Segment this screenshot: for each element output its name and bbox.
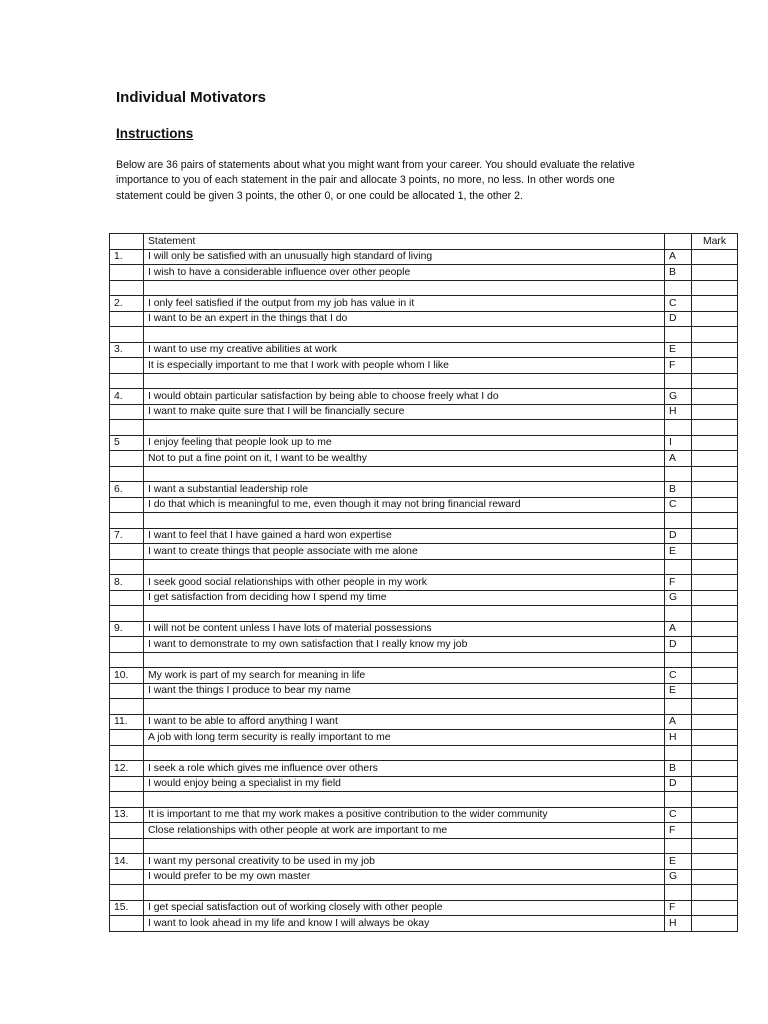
spacer-cell xyxy=(144,280,665,296)
statement-row xyxy=(110,869,738,885)
header-statement-cell: Statement xyxy=(144,234,665,250)
spacer-cell xyxy=(110,699,144,715)
statement-row xyxy=(110,435,738,451)
mark-input-cell[interactable] xyxy=(692,311,738,327)
motivator-letter-cell: I xyxy=(665,435,692,451)
mark-input-cell[interactable] xyxy=(692,637,738,653)
statement-text-cell: I enjoy feeling that people look up to me xyxy=(144,435,665,451)
spacer-row xyxy=(110,606,738,622)
spacer-cell xyxy=(144,885,665,901)
pair-number-cell: 1. xyxy=(110,249,144,265)
spacer-cell xyxy=(110,559,144,575)
statement-row xyxy=(110,544,738,560)
pair-number-cell: 3. xyxy=(110,342,144,358)
statement-row xyxy=(110,528,738,544)
motivator-letter-cell: F xyxy=(665,823,692,839)
page-title: Individual Motivators xyxy=(116,89,267,106)
spacer-cell xyxy=(692,652,738,668)
spacer-cell xyxy=(665,792,692,808)
mark-input-cell[interactable] xyxy=(692,404,738,420)
mark-input-cell[interactable] xyxy=(692,900,738,916)
statement-row xyxy=(110,637,738,653)
mark-input-cell[interactable] xyxy=(692,621,738,637)
spacer-cell xyxy=(144,606,665,622)
mark-input-cell[interactable] xyxy=(692,575,738,591)
pair-number-cell xyxy=(110,358,144,374)
motivator-letter-cell: B xyxy=(665,482,692,498)
pair-number-cell xyxy=(110,404,144,420)
spacer-cell xyxy=(110,745,144,761)
motivator-letter-cell: G xyxy=(665,590,692,606)
statement-row xyxy=(110,668,738,684)
spacer-cell xyxy=(692,606,738,622)
motivator-letter-cell: B xyxy=(665,761,692,777)
statement-text-cell: I do that which is meaningful to me, even though it may not bring financial reward xyxy=(144,497,665,513)
mark-input-cell[interactable] xyxy=(692,730,738,746)
statement-row xyxy=(110,296,738,312)
statement-row xyxy=(110,823,738,839)
spacer-row xyxy=(110,420,738,436)
statement-row xyxy=(110,590,738,606)
spacer-cell xyxy=(110,420,144,436)
statement-text-cell: Not to put a fine point on it, I want to be wealthy xyxy=(144,451,665,467)
statement-text-cell: I want to look ahead in my life and know I will always be okay xyxy=(144,916,665,932)
spacer-row xyxy=(110,885,738,901)
mark-input-cell[interactable] xyxy=(692,265,738,281)
statement-text-cell: I want to make quite sure that I will be financially secure xyxy=(144,404,665,420)
header-letter-cell xyxy=(665,234,692,250)
spacer-cell xyxy=(665,652,692,668)
spacer-row xyxy=(110,466,738,482)
motivator-letter-cell: D xyxy=(665,776,692,792)
mark-input-cell[interactable] xyxy=(692,342,738,358)
spacer-cell xyxy=(665,373,692,389)
mark-input-cell[interactable] xyxy=(692,296,738,312)
statement-text-cell: I only feel satisfied if the output from my job has value in it xyxy=(144,296,665,312)
motivator-letter-cell: F xyxy=(665,358,692,374)
mark-input-cell[interactable] xyxy=(692,683,738,699)
statement-text-cell: I seek good social relationships with other people in my work xyxy=(144,575,665,591)
pair-number-cell xyxy=(110,451,144,467)
header-mark-cell: Mark xyxy=(692,234,738,250)
pair-number-cell xyxy=(110,265,144,281)
spacer-cell xyxy=(665,745,692,761)
spacer-row xyxy=(110,280,738,296)
mark-input-cell[interactable] xyxy=(692,389,738,405)
statement-row xyxy=(110,404,738,420)
pair-number-cell: 4. xyxy=(110,389,144,405)
spacer-cell xyxy=(110,327,144,343)
spacer-cell xyxy=(665,513,692,529)
spacer-cell xyxy=(144,466,665,482)
spacer-row xyxy=(110,838,738,854)
pair-number-cell xyxy=(110,544,144,560)
spacer-cell xyxy=(665,885,692,901)
instructions-heading: Instructions xyxy=(116,126,194,141)
pair-number-cell: 9. xyxy=(110,621,144,637)
motivator-letter-cell: A xyxy=(665,249,692,265)
mark-input-cell[interactable] xyxy=(692,668,738,684)
statement-text-cell: I wish to have a considerable influence over other people xyxy=(144,265,665,281)
spacer-cell xyxy=(692,745,738,761)
pair-number-cell: 7. xyxy=(110,528,144,544)
spacer-cell xyxy=(692,885,738,901)
spacer-cell xyxy=(110,606,144,622)
spacer-cell xyxy=(692,513,738,529)
mark-input-cell[interactable] xyxy=(692,869,738,885)
motivator-letter-cell: D xyxy=(665,637,692,653)
motivator-letter-cell: G xyxy=(665,869,692,885)
spacer-cell xyxy=(110,652,144,668)
pair-number-cell xyxy=(110,590,144,606)
statement-text-cell: I will not be content unless I have lots of material possessions xyxy=(144,621,665,637)
spacer-cell xyxy=(110,280,144,296)
motivator-letter-cell: H xyxy=(665,404,692,420)
mark-input-cell[interactable] xyxy=(692,854,738,870)
motivator-letter-cell: C xyxy=(665,296,692,312)
spacer-cell xyxy=(110,885,144,901)
pair-number-cell: 2. xyxy=(110,296,144,312)
pair-number-cell xyxy=(110,730,144,746)
statement-text-cell: I want my personal creativity to be used in my job xyxy=(144,854,665,870)
statement-row xyxy=(110,761,738,777)
mark-input-cell[interactable] xyxy=(692,451,738,467)
statement-text-cell: A job with long term security is really important to me xyxy=(144,730,665,746)
statement-text-cell: I want to demonstrate to my own satisfaction that I really know my job xyxy=(144,637,665,653)
statement-text-cell: Close relationships with other people at work are important to me xyxy=(144,823,665,839)
statement-row xyxy=(110,916,738,932)
header-number-cell xyxy=(110,234,144,250)
motivator-letter-cell: C xyxy=(665,668,692,684)
statement-text-cell: I want the things I produce to bear my name xyxy=(144,683,665,699)
mark-input-cell[interactable] xyxy=(692,544,738,560)
statement-text-cell: I want to feel that I have gained a hard won expertise xyxy=(144,528,665,544)
pair-number-cell: 5 xyxy=(110,435,144,451)
motivator-letter-cell: C xyxy=(665,497,692,513)
statement-text-cell: It is important to me that my work makes a positive contribution to the wider community xyxy=(144,807,665,823)
motivators-table xyxy=(109,233,738,932)
spacer-cell xyxy=(144,327,665,343)
statement-row xyxy=(110,451,738,467)
statement-row xyxy=(110,621,738,637)
statement-row xyxy=(110,342,738,358)
spacer-row xyxy=(110,745,738,761)
statement-row xyxy=(110,900,738,916)
spacer-cell xyxy=(110,373,144,389)
pair-number-cell: 8. xyxy=(110,575,144,591)
pair-number-cell xyxy=(110,311,144,327)
pair-number-cell xyxy=(110,823,144,839)
motivator-letter-cell: E xyxy=(665,854,692,870)
motivator-letter-cell: A xyxy=(665,451,692,467)
mark-input-cell[interactable] xyxy=(692,358,738,374)
table-header-row xyxy=(110,234,738,250)
spacer-cell xyxy=(110,466,144,482)
motivator-letter-cell: C xyxy=(665,807,692,823)
mark-input-cell[interactable] xyxy=(692,249,738,265)
spacer-cell xyxy=(692,280,738,296)
pair-number-cell xyxy=(110,916,144,932)
spacer-cell xyxy=(692,420,738,436)
pair-number-cell xyxy=(110,683,144,699)
spacer-cell xyxy=(692,327,738,343)
statement-text-cell: I seek a role which gives me influence over others xyxy=(144,761,665,777)
spacer-cell xyxy=(144,699,665,715)
mark-input-cell[interactable] xyxy=(692,482,738,498)
statement-row xyxy=(110,807,738,823)
statement-text-cell: I want to create things that people associate with me alone xyxy=(144,544,665,560)
motivator-letter-cell: B xyxy=(665,265,692,281)
spacer-cell xyxy=(144,652,665,668)
statement-row xyxy=(110,854,738,870)
pair-number-cell xyxy=(110,497,144,513)
spacer-row xyxy=(110,513,738,529)
statement-row xyxy=(110,714,738,730)
spacer-cell xyxy=(665,466,692,482)
statement-text-cell: I want to be an expert in the things that I do xyxy=(144,311,665,327)
spacer-cell xyxy=(665,327,692,343)
statement-text-cell: I would enjoy being a specialist in my field xyxy=(144,776,665,792)
spacer-cell xyxy=(665,699,692,715)
statement-row xyxy=(110,265,738,281)
motivator-letter-cell: F xyxy=(665,900,692,916)
pair-number-cell: 6. xyxy=(110,482,144,498)
statement-text-cell: I want to use my creative abilities at work xyxy=(144,342,665,358)
pair-number-cell xyxy=(110,637,144,653)
instructions-paragraph: Below are 36 pairs of statements about what you might want from your career. You should evaluate the relative importance to you of each statement in the pair and allocate 3 points, no more, no less. In other words one statement could be given 3 points, the other 0, or one could be allocated 1, the other 2. xyxy=(116,159,635,202)
statement-text-cell: I will only be satisfied with an unusually high standard of living xyxy=(144,249,665,265)
mark-input-cell[interactable] xyxy=(692,823,738,839)
spacer-cell xyxy=(665,838,692,854)
spacer-row xyxy=(110,792,738,808)
mark-input-cell[interactable] xyxy=(692,528,738,544)
statement-row xyxy=(110,776,738,792)
spacer-cell xyxy=(692,466,738,482)
spacer-cell xyxy=(692,699,738,715)
mark-input-cell[interactable] xyxy=(692,916,738,932)
statement-row xyxy=(110,482,738,498)
pair-number-cell: 13. xyxy=(110,807,144,823)
statement-row xyxy=(110,358,738,374)
motivator-letter-cell: D xyxy=(665,528,692,544)
statement-text-cell: I would prefer to be my own master xyxy=(144,869,665,885)
spacer-row xyxy=(110,559,738,575)
spacer-cell xyxy=(110,792,144,808)
statement-text-cell: I get satisfaction from deciding how I spend my time xyxy=(144,590,665,606)
spacer-cell xyxy=(692,838,738,854)
motivator-letter-cell: E xyxy=(665,544,692,560)
motivator-letter-cell: H xyxy=(665,730,692,746)
motivator-letter-cell: D xyxy=(665,311,692,327)
spacer-row xyxy=(110,373,738,389)
mark-input-cell[interactable] xyxy=(692,776,738,792)
statement-row xyxy=(110,311,738,327)
statement-text-cell: I get special satisfaction out of working closely with other people xyxy=(144,900,665,916)
spacer-cell xyxy=(692,373,738,389)
motivator-letter-cell: A xyxy=(665,621,692,637)
spacer-cell xyxy=(665,420,692,436)
statement-text-cell: I would obtain particular satisfaction by being able to choose freely what I do xyxy=(144,389,665,405)
statement-text-cell: It is especially important to me that I work with people whom I like xyxy=(144,358,665,374)
spacer-row xyxy=(110,652,738,668)
pair-number-cell: 15. xyxy=(110,900,144,916)
spacer-cell xyxy=(144,373,665,389)
mark-input-cell[interactable] xyxy=(692,761,738,777)
spacer-row xyxy=(110,699,738,715)
spacer-cell xyxy=(692,792,738,808)
mark-input-cell[interactable] xyxy=(692,590,738,606)
mark-input-cell[interactable] xyxy=(692,714,738,730)
pair-number-cell: 11. xyxy=(110,714,144,730)
spacer-cell xyxy=(144,420,665,436)
spacer-cell xyxy=(692,559,738,575)
mark-input-cell[interactable] xyxy=(692,497,738,513)
motivator-letter-cell: E xyxy=(665,342,692,358)
pair-number-cell xyxy=(110,869,144,885)
statement-row xyxy=(110,575,738,591)
pair-number-cell: 12. xyxy=(110,761,144,777)
pair-number-cell: 14. xyxy=(110,854,144,870)
statement-text-cell: I want to be able to afford anything I want xyxy=(144,714,665,730)
motivator-letter-cell: E xyxy=(665,683,692,699)
spacer-cell xyxy=(144,745,665,761)
statement-row xyxy=(110,497,738,513)
pair-number-cell: 10. xyxy=(110,668,144,684)
motivator-letter-cell: H xyxy=(665,916,692,932)
spacer-cell xyxy=(110,838,144,854)
spacer-cell xyxy=(144,513,665,529)
statement-text-cell: My work is part of my search for meaning in life xyxy=(144,668,665,684)
statement-row xyxy=(110,389,738,405)
pair-number-cell xyxy=(110,776,144,792)
spacer-cell xyxy=(144,792,665,808)
mark-input-cell[interactable] xyxy=(692,435,738,451)
motivator-letter-cell: F xyxy=(665,575,692,591)
spacer-cell xyxy=(144,838,665,854)
motivator-letter-cell: G xyxy=(665,389,692,405)
spacer-cell xyxy=(665,280,692,296)
spacer-cell xyxy=(144,559,665,575)
statement-row xyxy=(110,730,738,746)
mark-input-cell[interactable] xyxy=(692,807,738,823)
statement-row xyxy=(110,249,738,265)
spacer-cell xyxy=(110,513,144,529)
spacer-row xyxy=(110,327,738,343)
spacer-cell xyxy=(665,559,692,575)
motivator-letter-cell: A xyxy=(665,714,692,730)
statement-row xyxy=(110,683,738,699)
statement-text-cell: I want a substantial leadership role xyxy=(144,482,665,498)
spacer-cell xyxy=(665,606,692,622)
